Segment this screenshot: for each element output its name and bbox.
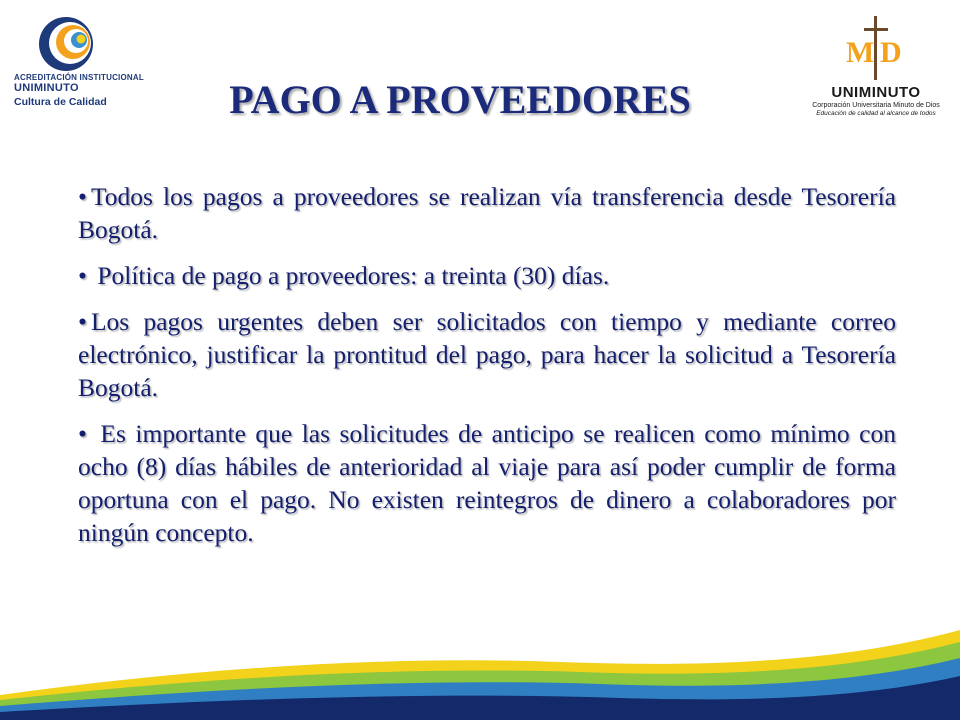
bullet-item bbox=[78, 180, 896, 246]
bullet-list bbox=[78, 180, 896, 549]
education-tagline: Educación de calidad al alcance de todos bbox=[816, 110, 936, 117]
content-area bbox=[78, 180, 896, 562]
quality-tagline: Cultura de Calidad bbox=[14, 96, 107, 108]
decorative-wave bbox=[0, 600, 960, 720]
uniminuto-wordmark: UNIMINUTO bbox=[831, 84, 921, 101]
svg-text:D: D bbox=[880, 36, 902, 69]
bullet-item bbox=[78, 417, 896, 549]
bullet-icon: • bbox=[78, 307, 87, 336]
bullet-icon: • bbox=[78, 419, 87, 448]
bullet-item bbox=[78, 305, 896, 404]
bullet-icon: • bbox=[78, 182, 87, 211]
bullet-text: Política de pago a proveedores: a treinta (30) días. bbox=[90, 261, 610, 290]
bullet-text: Es importante que las solicitudes de anticipo se realicen como mínimo con ocho (8) días hábiles de anterioridad al viaje para así poder cumplir de forma oportuna con el pago. No existen reintegros de dinero a colaboradores por ningún concepto. bbox=[78, 419, 896, 547]
md-cross-icon bbox=[834, 14, 918, 82]
bullet-icon: • bbox=[78, 261, 87, 290]
accreditation-emblem-icon bbox=[30, 14, 108, 74]
bullet-text: Los pagos urgentes deben ser solicitados con tiempo y mediante correo electrónico, justificar la prontitud del pago, para hacer la solicitud a Tesorería Bogotá. bbox=[78, 307, 896, 402]
page-title: PAGO A PROVEEDORES bbox=[229, 77, 691, 122]
university-name: UNIMINUTO bbox=[14, 82, 79, 94]
corporation-name: Corporación Universitaria Minuto de Dios bbox=[812, 102, 940, 109]
svg-text:M: M bbox=[846, 36, 875, 69]
bullet-text: Todos los pagos a proveedores se realizan vía transferencia desde Tesorería Bogotá. bbox=[78, 182, 896, 244]
bullet-item bbox=[78, 259, 896, 292]
accreditation-text: ACREDITACIÓN INSTITUCIONAL bbox=[14, 73, 144, 82]
